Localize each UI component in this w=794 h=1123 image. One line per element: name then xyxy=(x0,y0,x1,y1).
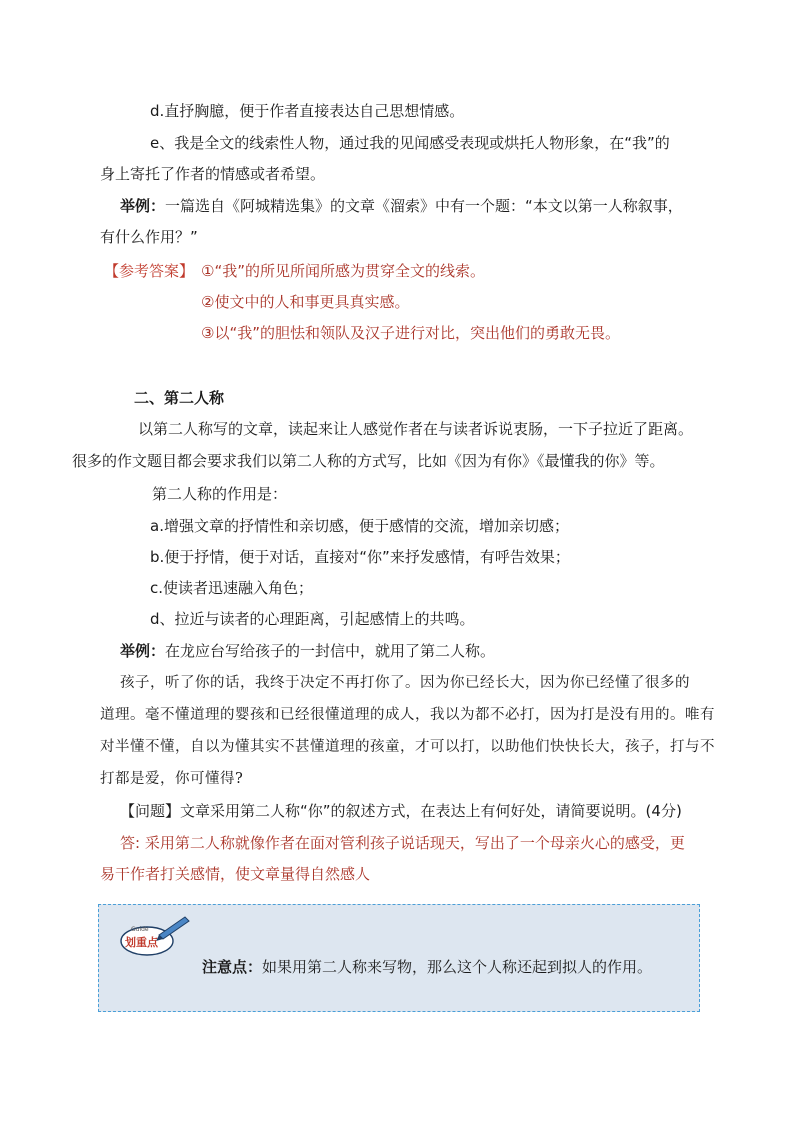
example-1-line2: 有什么作用？” xyxy=(100,228,198,246)
function-item: b.便于抒情，便于对话，直接对“你”来抒发感情，有呼告效果； xyxy=(150,548,570,566)
question: 【问题】文章采用第二人称“你”的叙述方式，在表达上有何好处，请简要说明。(4分) xyxy=(120,802,682,820)
answer-item: ③以“我”的胆怯和领队及汉子进行对比，突出他们的勇敢无畏。 xyxy=(201,324,620,342)
example-text: 在龙应台写给孩子的一封信中，就用了第二人称。 xyxy=(165,642,496,660)
answer-line1: 答: 采用第二人称就像作者在面对管利孩子说话现天，写出了一个母亲火心的感受，更 xyxy=(120,834,685,852)
intro-line2: 很多的作文题目都会要求我们以第二人称的方式写，比如《因为有你》《最懂我的你》等。 xyxy=(72,452,665,470)
answer-line2: 易干作者打关感情，使文章量得自然感人 xyxy=(100,865,371,883)
section-heading: 二、第二人称 xyxy=(134,389,225,407)
key-point-content: 如果用第二人称来写物，那么这个人称还起到拟人的作用。 xyxy=(262,958,653,976)
quote-line: 孩子，听了你的话，我终于决定不再打你了。因为你已经长大，因为你已经懂了很多的 xyxy=(120,675,690,691)
pen-badge-icon xyxy=(119,915,191,957)
item-e-line1: e、我是全文的线索性人物，通过我的见闻感受表现或烘托人物形象，在“我”的 xyxy=(150,134,670,152)
badge-small-text: Guide xyxy=(131,926,149,933)
quote-line: 对半懂不懂，自以为懂其实不甚懂道理的孩童，才可以打，以助他们快快长大，孩子，打与不 xyxy=(100,739,715,755)
example-label: 举例： xyxy=(120,642,166,660)
quote-line: 打都是爱，你可懂得? xyxy=(100,771,244,787)
answer-item: ①“我”的所见所闻所感为贯穿全文的线索。 xyxy=(201,262,485,280)
example-1-line1 xyxy=(120,196,683,216)
answer-item: ②使文中的人和事更具真实感。 xyxy=(201,293,410,311)
function-title: 第二人称的作用是： xyxy=(152,485,288,503)
highlight-badge xyxy=(119,915,191,957)
intro-line1: 以第二人称写的文章，读起来让人感觉作者在与读者诉说衷肠，一下子拉近了距离。 xyxy=(138,420,694,438)
item-d: d.直抒胸臆，便于作者直接表达自己思想情感。 xyxy=(150,102,465,120)
example-text: 一篇选自《阿城精选集》的文章《溜索》中有一个题：“本文以第一人称叙事， xyxy=(165,197,683,215)
badge-label: 划重点 xyxy=(125,936,158,949)
key-point-box xyxy=(98,904,700,1012)
function-item: a.增强文章的抒情性和亲切感，便于感情的交流，增加亲切感； xyxy=(150,517,569,535)
item-e-line2: 身上寄托了作者的情感或者希望。 xyxy=(100,165,326,183)
function-item: c.使读者迅速融入角色； xyxy=(150,579,314,597)
key-point-label: 注意点： xyxy=(202,958,263,976)
answer-label: 【参考答案】 xyxy=(104,262,195,280)
key-point-text xyxy=(202,956,652,977)
example-2 xyxy=(120,641,495,661)
function-item: d、拉近与读者的心理距离，引起感情上的共鸣。 xyxy=(150,610,475,628)
quote-line: 道理。毫不懂道理的婴孩和已经很懂道理的成人，我以为都不必打，因为打是没有用的。唯有 xyxy=(100,707,715,723)
example-label: 举例： xyxy=(120,197,166,215)
